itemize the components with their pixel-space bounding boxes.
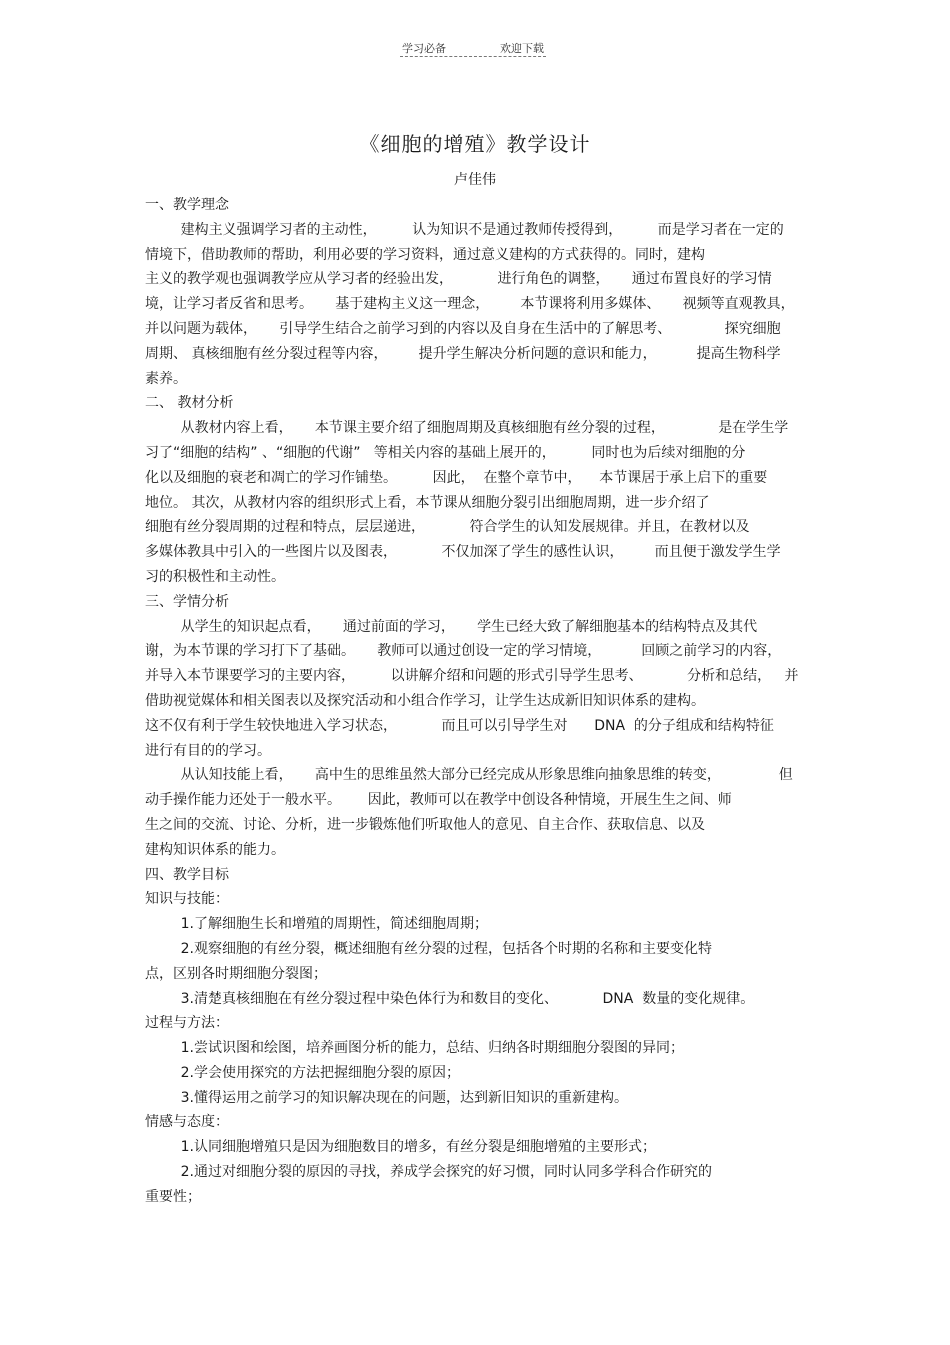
text-line: 生之间的交流、讨论、分析，进一步锻炼他们听取他人的意见、自主合作、获取信息、以及 xyxy=(145,816,705,833)
text-line: 这不仅有利于学生较快地进入学习状态， 而且可以引导学生对 DNA 的分子组成和结构特征 xyxy=(145,717,774,734)
text-line: 知识与技能： xyxy=(145,891,229,908)
text-line: 从学生的知识起点看， 通过前面的学习， 学生已经大致了解细胞基本的结构特点及其代 xyxy=(145,618,758,635)
text-line: 建构知识体系的能力。 xyxy=(145,841,285,858)
text-line: 多媒体教具中引入的一些图片以及图表， 不仅加深了学生的感性认识， 而且便于激发学生学 xyxy=(145,544,781,561)
text-line: 三、学情分析 xyxy=(145,593,229,610)
text-line: 从认知技能上看， 高中生的思维虽然大部分已经完成从形象思维向抽象思维的转变， 但 xyxy=(145,767,793,784)
text-line: 过程与方法： xyxy=(145,1015,229,1032)
text-line: 二、 教材分析 xyxy=(145,395,234,412)
text-line: 一、教学理念 xyxy=(145,197,229,213)
text-line: 2.观察细胞的有丝分裂，概述细胞有丝分裂的过程，包括各个时期的名称和主要变化特 xyxy=(145,940,712,957)
text-line: 1.尝试识图和绘图，培养画图分析的能力，总结、归纳各时期细胞分裂图的异同； xyxy=(145,1040,684,1057)
text-line: 谢，为本节课的学习打下了基础。 教师可以通过创设一定的学习情境， 回顾之前学习的内容， xyxy=(145,643,782,660)
text-line: 习的积极性和主动性。 xyxy=(145,568,285,585)
text-line: 建构主义强调学习者的主动性， 认为知识不是通过教师传授得到， 而是学习者在一定的 xyxy=(145,221,784,238)
text-line: 境，让学习者反省和思考。 基于建构主义这一理念， 本节课将利用多媒体、 视频等直观教具， xyxy=(145,296,795,313)
text-line: 周期、 真核细胞有丝分裂过程等内容， 提升学生解决分析问题的意识和能力， 提高生物科学 xyxy=(145,345,781,362)
text-line: 从教材内容上看， 本节课主要介绍了细胞周期及真核细胞有丝分裂的过程， 是在学生学 xyxy=(145,420,789,437)
text-line: 动手操作能力还处于一般水平。 因此，教师可以在教学中创设各种情境，开展生生之间、师 xyxy=(145,792,732,809)
text-line: 素养。 xyxy=(145,370,187,387)
text-line: 3.清楚真核细胞在有丝分裂过程中染色体行为和数目的变化、 DNA 数量的变化规律。 xyxy=(145,990,755,1007)
text-line: 2.通过对细胞分裂的原因的寻找，养成学会探究的好习惯，同时认同多学科合作研究的 xyxy=(145,1164,712,1181)
document-body xyxy=(145,193,815,1210)
text-line: 细胞有丝分裂周期的过程和特点，层层递进， 符合学生的认知发展规律。并且，在教材以及 xyxy=(145,519,750,536)
text-line: 地位。 其次，从教材内容的组织形式上看，本节课从细胞分裂引出细胞周期，进一步介绍了 xyxy=(145,494,710,511)
text-line: 主义的教学观也强调教学应从学习者的经验出发， 进行角色的调整， 通过布置良好的学习情 xyxy=(145,271,772,288)
document-title: 《细胞的增殖》教学设计 xyxy=(359,132,591,156)
text-line: 借助视觉媒体和相关图表以及探究活动和小组合作学习，让学生达成新旧知识体系的建构。 xyxy=(145,692,705,709)
text-line: 进行有目的的学习。 xyxy=(145,742,271,759)
text-line: 情感与态度： xyxy=(145,1114,229,1131)
text-line: 重要性； xyxy=(145,1188,201,1205)
text-line: 四、教学目标 xyxy=(145,866,229,883)
header-left-text: 学习必备 xyxy=(402,42,446,55)
text-line: 1.了解细胞生长和增殖的周期性，简述细胞周期； xyxy=(145,916,488,933)
document-author: 卢佳伟 xyxy=(454,172,496,188)
text-line: 情境下，借助教师的帮助，利用必要的学习资料，通过意义建构的方式获得的。同时，建构 xyxy=(145,246,705,263)
text-line: 并以问题为载体， 引导学生结合之前学习到的内容以及自身在生活中的了解思考、 探究细胞 xyxy=(145,320,781,337)
text-line: 点，区别各时期细胞分裂图； xyxy=(145,965,327,982)
text-line: 化以及细胞的衰老和凋亡的学习作铺垫。 因此， 在整个章节中， 本节课居于承上启下的重要 xyxy=(145,469,768,486)
text-line: 2.学会使用探究的方法把握细胞分裂的原因； xyxy=(145,1064,460,1081)
text-line: 1.认同细胞增殖只是因为细胞数目的增多，有丝分裂是细胞增殖的主要形式； xyxy=(145,1139,656,1156)
text-line: 3.懂得运用之前学习的知识解决现在的问题，达到新旧知识的重新建构。 xyxy=(145,1089,628,1106)
text-line: 习了“细胞的结构” 、“细胞的代谢” 等相关内容的基础上展开的， 同时也为后续对细胞的分 xyxy=(145,444,746,461)
header-right-text: 欢迎下载 xyxy=(500,42,544,55)
text-line: 并导入本节课要学习的主要内容， 以讲解介绍和问题的形式引导学生思考、 分析和总结， 并 xyxy=(145,668,799,685)
page-header xyxy=(400,40,546,57)
